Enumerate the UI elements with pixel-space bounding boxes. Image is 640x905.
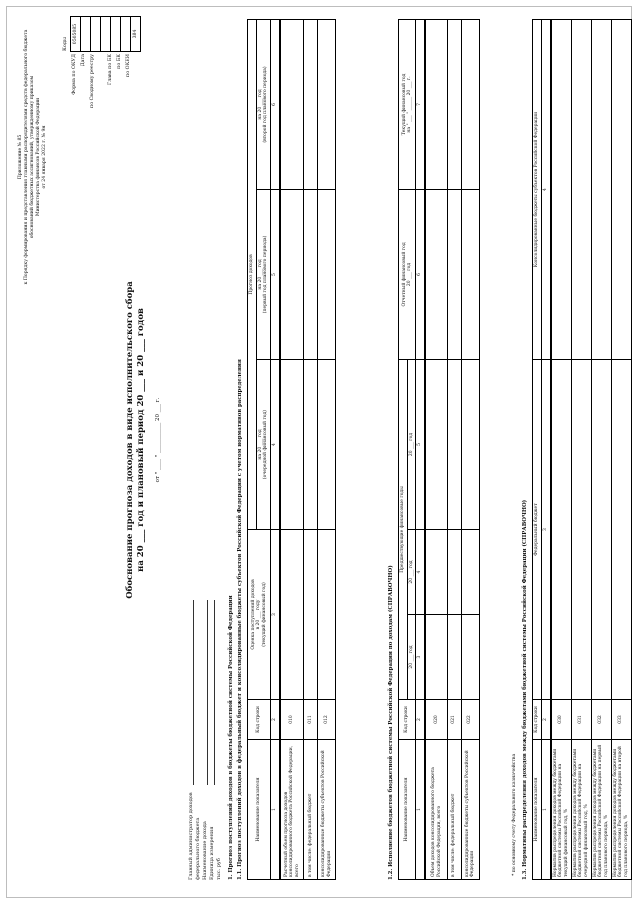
cell-input[interactable] — [461, 530, 479, 615]
header-previous: Предшествующие финансовые годы — [399, 359, 408, 699]
header-name: Наименование показателя — [533, 740, 542, 880]
section-1-title: 1. Прогноз поступлений доходов в бюджеты бюджетной системы Российской Федерации — [228, 595, 234, 880]
cell-input[interactable] — [447, 19, 461, 189]
cell-input[interactable] — [611, 20, 631, 360]
field-unit: Единица измерения — [209, 600, 216, 880]
code-label: по БК — [117, 54, 122, 69]
header-code: Код строки — [248, 700, 271, 740]
header-year-1: на 20 ___ год (очередной финансовый год) — [256, 360, 270, 530]
header-year-2: на 20 ___ год (первый год планового периода) — [256, 190, 270, 360]
cell-input[interactable] — [571, 360, 591, 700]
header-code: Код строки — [399, 700, 416, 740]
cell-input[interactable] — [551, 360, 571, 700]
cell-input[interactable] — [280, 360, 304, 530]
appendix-date: от 24 января 2022 г. № 9н — [41, 125, 47, 189]
header-name: Наименование показателя — [399, 740, 416, 880]
code-label: по Сводному реестру — [90, 54, 95, 108]
header-regional: Консолидированные бюджеты субъектов Российской Федерации — [533, 20, 542, 360]
code-value-registry — [91, 17, 101, 51]
code-value-chief — [111, 17, 121, 51]
cell-input[interactable] — [304, 190, 318, 360]
cell-input[interactable] — [447, 615, 461, 700]
table-row: Норматив распределения доходов между бюджетами бюджетной системы Российской Федерации на второй год планового периода, % 033 — [611, 20, 631, 880]
cell-input[interactable] — [318, 360, 336, 530]
cell-input[interactable] — [280, 19, 304, 189]
table-row: Норматив распределения доходов между бюджетами бюджетной системы Российской Федерации на очередной финансовый год, % 031 — [571, 20, 591, 880]
field-admin-2: федерального бюджета — [195, 817, 201, 880]
header-forecast: Прогноз доходов — [248, 19, 257, 529]
table-row: Норматив распределения доходов между бюджетами бюджетной системы Российской Федерации на текущий финансовый год, % 030 — [551, 20, 571, 880]
title-line: Обоснование прогноза доходов в виде исполнительского сбора — [125, 281, 135, 599]
table-row: в том числе: федеральный бюджет 011 — [304, 19, 318, 879]
cell-input[interactable] — [280, 190, 304, 360]
section-1-2-title: 1.2. Исполнение бюджетов бюджетной системы Российской Федерации по доходам (СПРАВОЧНО) — [388, 565, 394, 880]
section-1-1-title: 1.1. Прогноз поступлений доходов в федеральный бюджет и консолидированные бюджеты субъектов Российской Федерации с учетом нормативов распределения — [237, 359, 243, 880]
cell-input[interactable] — [304, 360, 318, 530]
code-value-okud: 0505085 — [71, 17, 81, 51]
footnote: * по основному счету Федерального казначейства — [512, 753, 517, 876]
cell-input[interactable] — [571, 20, 591, 360]
cell-input[interactable] — [461, 189, 479, 359]
cell-input[interactable] — [425, 19, 447, 189]
header-prev-3: 20 ___ год — [407, 359, 416, 529]
code-label: Дата — [81, 54, 86, 67]
header-federal: Федеральный бюджет — [533, 360, 542, 700]
header-fields — [188, 600, 223, 880]
header-current: Текущий финансовый год на " ___ " ______ 20 ___ г. — [399, 19, 416, 189]
cell-input[interactable] — [447, 530, 461, 615]
code-label: по ОКЕИ — [126, 54, 131, 77]
codes-labels — [70, 54, 133, 174]
cell-input[interactable] — [318, 190, 336, 360]
table-row: консолидированные бюджеты субъектов Российской Федерации 022 — [461, 19, 479, 879]
field-admin: Главный администратор доходов — [188, 600, 195, 880]
code-label — [97, 54, 106, 174]
cell-input[interactable] — [280, 530, 304, 700]
header-prev-1: 20 ___ год — [407, 615, 416, 700]
header-prev-2: 20 ___ год — [407, 530, 416, 615]
cell-input[interactable] — [318, 19, 336, 189]
cell-input[interactable] — [461, 19, 479, 189]
header-expected: Оценка поступлений доходов в 20 ___ году (текущий финансовый год) — [248, 530, 271, 700]
cell-input[interactable] — [304, 19, 318, 189]
appendix-line: Министерства финансов Российской Федерации — [35, 97, 41, 217]
rotated-form — [10, 10, 630, 890]
appendix-line: к Порядку формирования и представления главными распорядителями средств федерального бюджета — [23, 29, 29, 285]
table-row: Расчетный объем прогноза доходов консолидированного бюджета Российской Федерации, всего 010 — [280, 19, 304, 879]
document-date: от " ____ " ___________ 20 ___ г. — [155, 397, 161, 483]
codes-grid — [70, 16, 141, 52]
cell-input[interactable] — [611, 360, 631, 700]
codes-title: Коды — [62, 37, 68, 51]
table-row: в том числе: федеральный бюджет 021 — [447, 19, 461, 879]
table-1-2 — [398, 19, 480, 880]
cell-input[interactable] — [304, 530, 318, 700]
code-value-bk — [121, 17, 131, 51]
cell-input[interactable] — [318, 530, 336, 700]
cell-input[interactable] — [425, 189, 447, 359]
header-report: Отчетный финансовый год 20 ___ год — [399, 189, 416, 359]
cell-input[interactable] — [591, 360, 611, 700]
cell-input[interactable] — [551, 20, 571, 360]
table-row: Объем доходов консолидированного бюджета Российской Федерации, всего 020 — [425, 19, 447, 879]
cell-input[interactable] — [425, 359, 447, 529]
column-numbers: 1 2 3 4 — [541, 20, 551, 880]
field-income-name: Наименование дохода — [202, 600, 209, 880]
cell-input[interactable] — [447, 189, 461, 359]
code-value-date — [81, 17, 91, 51]
column-numbers: 1 2 3 4 5 6 7 — [416, 19, 426, 879]
header-code: Код строки — [533, 700, 542, 740]
column-numbers: 1 2 3 4 5 6 — [270, 19, 280, 879]
field-unit-value: тыс. руб — [216, 858, 222, 880]
header-year-3: на 20 ___ год (второй год планового периода) — [256, 19, 270, 189]
cell-input[interactable] — [425, 615, 447, 700]
appendix-number: Приложение № 85 — [18, 134, 23, 180]
code-value-okei: 384 — [133, 29, 138, 39]
cell-input[interactable] — [461, 615, 479, 700]
code-value-blank — [101, 17, 111, 51]
header-name: Наименование показателя — [248, 740, 271, 880]
appendix-note — [18, 22, 48, 292]
table-row: консолидированные бюджеты субъектов Российской Федерации 012 — [318, 19, 336, 879]
code-label: Глава по БК — [108, 54, 113, 86]
table-row: Норматив распределения доходов между бюджетами бюджетной системы Российской Федерации на первый год планового периода, % 032 — [591, 20, 611, 880]
title-line: на 20 ___ год и плановый период 20 ___ и 20 ___ годов — [136, 308, 147, 572]
document-title — [125, 270, 148, 610]
cell-input[interactable] — [591, 20, 611, 360]
cell-input[interactable] — [461, 359, 479, 529]
code-label: Форма по ОКУД — [72, 54, 77, 95]
appendix-line: обоснований бюджетных ассигнований, утвержденному приказом — [29, 75, 35, 239]
table-1-1 — [247, 19, 336, 880]
cell-input[interactable] — [425, 530, 447, 615]
cell-input[interactable] — [447, 359, 461, 529]
table-1-3 — [532, 19, 632, 880]
section-1-3-title: 1.3. Нормативы распределения доходов между бюджетами бюджетной системы Российской Федерации (СПРАВОЧНО) — [522, 499, 528, 880]
